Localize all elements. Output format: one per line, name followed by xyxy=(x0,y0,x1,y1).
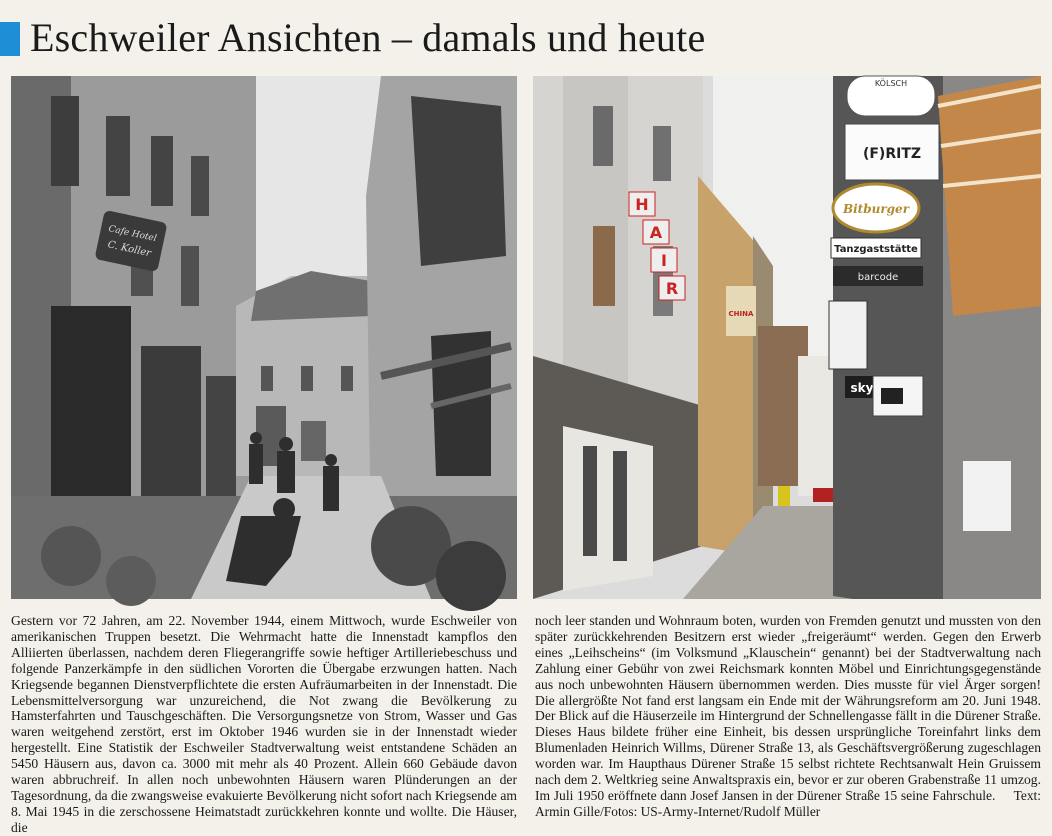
article-column-2 xyxy=(535,613,1041,819)
article-column-2-text: noch leer standen und Wohnraum boten, wurden von Fremden genutzt und mussten von den später zurückkehrenden Besitzern erst wieder „freigeräumt“ werden. Gegen den Erwerb eines „Leihscheins“ (im Volksmund „Klauschein“ genannt) bei der Stadtverwaltung nach Zahlung einer Gebühr von zwei Reichsmark konnten Möbel und Einrichtungsgegenstände aus noch unbewohnten Häusern übernommen werden. Dies musste für viel Ärger sorgen! Die allergrößte Not fand erst langsam ein Ende mit der Währungsreform am 20. Juni 1948. Der Blick auf die Häuserzeile im Hintergrund der Schnellengasse fällt in die Dürener Straße. Dieses Haus bildete früher eine Einheit, bis dessen ursprüngliche Toreinfahrt links dem Blumenladen Heinrich Willms, Dürener Straße 13, als Geschäftsvergrößerung zugeschlagen worden war. Im Haupthaus Dürener Straße 15 selbst richtete Rechtsanwalt Hein Gruissem nach dem 2. Weltkrieg seine Anwaltspraxis ein, bevor er zur oberen Grabenstraße 11 umzog. Im Juli 1950 eröffnete dann Josef Jansen in der Dürener Straße 15 seine Fahrschule. xyxy=(535,613,1041,803)
hair-sign-a: A xyxy=(649,223,663,242)
svg-text:C. Koller: C. Koller xyxy=(106,239,152,260)
historical-photo xyxy=(11,76,517,599)
page-title: Eschweiler Ansichten – damals und heute xyxy=(30,15,706,60)
hair-sign-h: H xyxy=(635,195,649,214)
svg-text:Cafe Hotel: Cafe Hotel xyxy=(107,224,158,245)
china-sign: CHINA xyxy=(728,310,754,318)
barcode-sign: barcode xyxy=(857,272,899,283)
hair-sign-i: I xyxy=(661,251,667,270)
headline-accent-bar xyxy=(0,22,20,56)
bitburger-sign: Bitburger xyxy=(842,202,910,216)
article-column-1: Gestern vor 72 Jahren, am 22. November 1944, einem Mittwoch, wurde Eschweiler von amerikanischen Truppen besetzt. Die Wehrmacht hatte die Innenstadt kampflos den Alliierten überlassen, nachdem deren Fliegerangriffe sowie heftiger Artilleriebeschuss und folgende Panzerkämpfe in den südlichen Vororten die Übergabe erzwungen hatten. Nach Kriegsende begannen Dienstverpflichtete die ersten Aufräumarbeiten in der Innenstadt. Die Lebensmittelversorgung war unzureichend, die Not zwang die Bevölkerung zu Hamsterfahrten und Tauschgeschäften. Die Versorgungsnetze von Strom, Wasser und Gas waren weitgehend zerstört, erst im Oktober 1946 wurden sie in der Innenstadt wieder hergestellt. Eine Statistik der Eschweiler Stadtverwaltung weist entstandene Schäden an 5450 Häusern aus, davon ca. 3000 mit mehr als 40 Prozent. Allein 660 Gebäude davon waren abbruchreif. In allen noch unbewohnten Häusern waren Plünderungen an der Tagesordnung, da die zwangsweise evakuierte Bevölkerung nicht sofort nach Kriegsende am 8. Mai 1945 in die zerschossene Heimatstadt zurückkehren konnte und wollte. Die Häuser, die xyxy=(11,613,517,835)
tanzgaststaette-sign: Tanzgaststätte xyxy=(834,244,918,255)
koelsch-sign: KÖLSCH xyxy=(874,79,908,88)
photo-credit: Text: Armin Gille/Fotos: US-Army-Internet/Rudolf Müller xyxy=(535,787,1041,819)
hair-sign-r: R xyxy=(665,279,679,298)
fritz-sign: (F)RITZ xyxy=(862,146,922,162)
modern-photo xyxy=(533,76,1041,599)
sky-sign: sky xyxy=(850,381,874,395)
